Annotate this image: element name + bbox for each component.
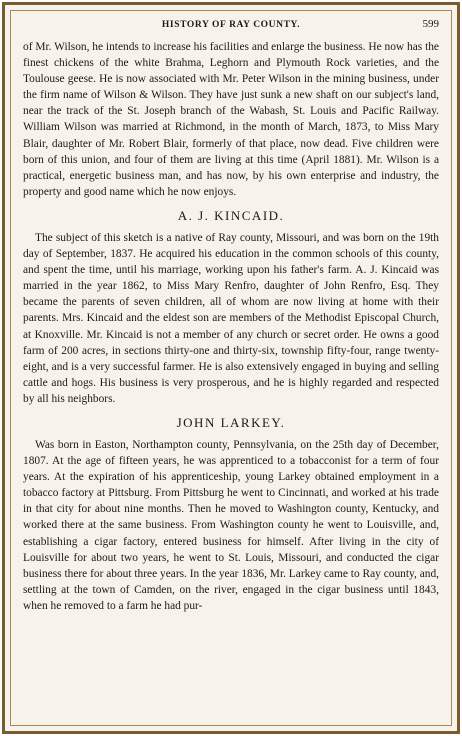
page-frame	[2, 2, 460, 734]
page-border	[10, 10, 452, 726]
larkey-heading: JOHN LARKEY.	[176, 414, 286, 430]
kincaid-heading: A. J. KINCAID.	[177, 207, 285, 223]
wilson-continuation-paragraph: of Mr. Wilson, he intends to increase his facilities and enlarge the business. He now has the finest chickens of the white Brahma, Leghorn and Plymouth Rock varieties, and the Toulouse geese. He is now associated with Mr. Peter Wilson in the mining business, under the firm name of Wilson & Wilson. They have just sunk a new shaft on our subject's land, near the track of the St. Joseph branch of the Wabash, St. Louis and Pacific Railway. William Wilson was married at Richmond, in the month of March, 1873, to Miss Mary Blair, daughter of Mr. Robert Blair, formerly of that place, now dead. Five children were born of this union, and four of them are living at this time (April 1881). Mr. Wilson is a practical, energetic business man, and has now, by his own enterprise and industry, the property and good name which he now enjoys.	[23, 41, 439, 198]
larkey-paragraph: Was born in Easton, Northampton county, Pennsylvania, on the 25th day of December, 1807. At the age of fifteen years, he was apprenticed to a tobacconist for a term of four years. At the expiration of his apprenticeship, young Larkey obtained employment in a tobacco factory at Pittsburg. From Pittsburg he went to Cincinnati, and worked at his trade in that city for about nine months. Then he moved to Washington county, Kentucky, and worked there at the same business. From Washington county he went to Louisville, and, establishing a cigar factory, entered business for himself. After living in the city of Louisville for about two years, he went to St. Louis, Missouri, and conducted the cigar business there for about three years. In the year 1836, Mr. Larkey came to Ray county, and, settling at the town of Camden, on the river, engaged in the cigar business until 1843, when he removed to a farm he had pur-	[23, 438, 439, 612]
kincaid-paragraph: The subject of this sketch is a native of Ray county, Missouri, and was born on the 19th day of September, 1837. He acquired his education in the common schools of this county, and spent the time, until his marriage, working upon his father's farm. A. J. Kincaid was married in the year 1862, to Miss Mary Renfro, daughter of John Renfro, Esq. They became the parents of seven children, all of whom are now living at home with their parents. Mrs. Kincaid and the eldest son are members of the Methodist Episcopal Church, at Knoxville. Mr. Kincaid is not a member of any church or secret order. He owns a good farm of 200 acres, in sections thirty-one and thirty-six, township fifty-four, range twenty-eight, and is a very successful farmer. He is also extensively engaged in buying and selling cattle and hogs. His business is very prosperous, and he is highly regarded and respected by all his neighbors.	[23, 231, 439, 405]
running-header	[23, 11, 439, 39]
page-content	[23, 11, 439, 614]
running-title: HISTORY OF RAY COUNTY.	[161, 20, 301, 30]
page-number: 599	[422, 18, 439, 30]
